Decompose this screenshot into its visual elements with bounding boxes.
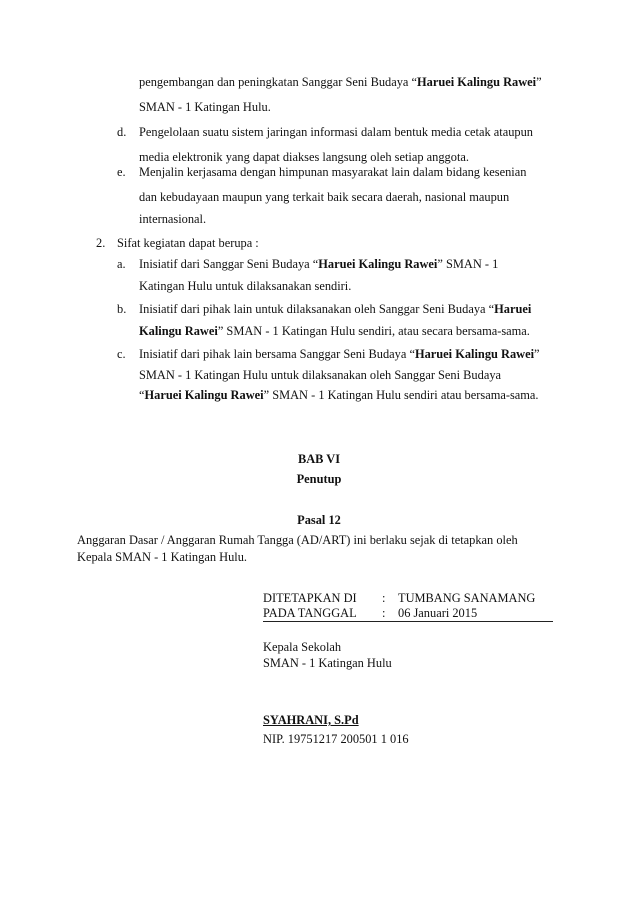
item-e-line-3: internasional. bbox=[139, 212, 207, 226]
colon: : bbox=[382, 591, 386, 605]
chapter-title: BAB VI bbox=[297, 452, 341, 466]
section-2-heading: Sifat kegiatan dapat berupa : bbox=[117, 236, 259, 250]
item-d-line-2: media elektronik yang dapat diakses langsung oleh setiap anggota. bbox=[139, 150, 469, 164]
bold-org-name: Haruei Kalingu Rawei bbox=[414, 347, 535, 361]
item-continuation-line-1 bbox=[139, 74, 542, 90]
text-run: Inisiatif dari Sanggar Seni Budaya “ bbox=[139, 257, 319, 271]
bold-org-name: Haruei Kalingu Rawei bbox=[417, 75, 537, 89]
item-c-line-2: SMAN - 1 Katingan Hulu untuk dilaksanakan oleh Sanggar Seni Budaya bbox=[139, 368, 502, 382]
chapter-subtitle: Penutup bbox=[296, 472, 342, 486]
colon: : bbox=[382, 606, 386, 620]
bold-org-name: Haruei Kalingu Rawei bbox=[318, 257, 438, 271]
established-at-value: TUMBANG SANAMANG bbox=[398, 591, 536, 605]
signer-name: SYAHRANI, S.Pd bbox=[263, 713, 359, 727]
item-b-line-2 bbox=[139, 323, 530, 339]
date-value: 06 Januari 2015 bbox=[398, 606, 478, 620]
text-run: ” SMAN - 1 bbox=[437, 257, 499, 271]
item-d-marker: d. bbox=[117, 125, 127, 139]
signer-position: Kepala Sekolah bbox=[263, 640, 342, 654]
section-2-marker: 2. bbox=[96, 236, 106, 250]
text-run: “ bbox=[139, 388, 145, 402]
item-c-marker: c. bbox=[117, 347, 126, 361]
item-b-line-1 bbox=[139, 301, 531, 317]
item-a-marker: a. bbox=[117, 257, 126, 271]
article-body-line-2: Kepala SMAN - 1 Katingan Hulu. bbox=[77, 550, 247, 564]
signature-divider bbox=[263, 621, 553, 622]
bold-org-name: Haruei bbox=[494, 302, 532, 316]
item-a-line-2: Katingan Hulu untuk dilaksanakan sendiri. bbox=[139, 279, 352, 293]
text-run: Inisiatif dari pihak lain untuk dilaksanakan oleh Sanggar Seni Budaya “ bbox=[139, 302, 495, 316]
article-body-line-1: Anggaran Dasar / Anggaran Rumah Tangga (AD/ART) ini berlaku sejak di tetapkan oleh bbox=[77, 533, 518, 547]
bold-org-name: Kalingu Rawei bbox=[139, 324, 218, 338]
text-run: ” bbox=[536, 75, 542, 89]
item-d-line-1: Pengelolaan suatu sistem jaringan informasi dalam bentuk media cetak ataupun bbox=[139, 125, 533, 139]
text-run: ” SMAN - 1 Katingan Hulu sendiri, atau secara bersama-sama. bbox=[217, 324, 530, 338]
article-title: Pasal 12 bbox=[297, 513, 341, 527]
bold-org-name: Haruei Kalingu Rawei bbox=[144, 388, 264, 402]
item-continuation-line-2: SMAN - 1 Katingan Hulu. bbox=[139, 100, 271, 114]
established-at-label: DITETAPKAN DI bbox=[263, 591, 357, 605]
signer-nip: NIP. 19751217 200501 1 016 bbox=[263, 732, 409, 746]
item-e-line-2: dan kebudayaan maupun yang terkait baik secara daerah, nasional maupun bbox=[139, 190, 510, 204]
text-run: ” SMAN - 1 Katingan Hulu sendiri atau bersama-sama. bbox=[263, 388, 539, 402]
item-c-line-3 bbox=[139, 387, 539, 403]
text-run: Inisiatif dari pihak lain bersama Sanggar Seni Budaya “ bbox=[139, 347, 415, 361]
item-c-line-1 bbox=[139, 346, 540, 362]
text-run: pengembangan dan peningkatan Sanggar Seni Budaya “ bbox=[139, 75, 418, 89]
item-e-line-1: Menjalin kerjasama dengan himpunan masyarakat lain dalam bidang kesenian bbox=[139, 165, 527, 179]
text-run: ” bbox=[534, 347, 540, 361]
item-e-marker: e. bbox=[117, 165, 126, 179]
item-b-marker: b. bbox=[117, 302, 127, 316]
date-label: PADA TANGGAL bbox=[263, 606, 357, 620]
item-a-line-1 bbox=[139, 256, 498, 272]
signer-institution: SMAN - 1 Katingan Hulu bbox=[263, 656, 392, 670]
